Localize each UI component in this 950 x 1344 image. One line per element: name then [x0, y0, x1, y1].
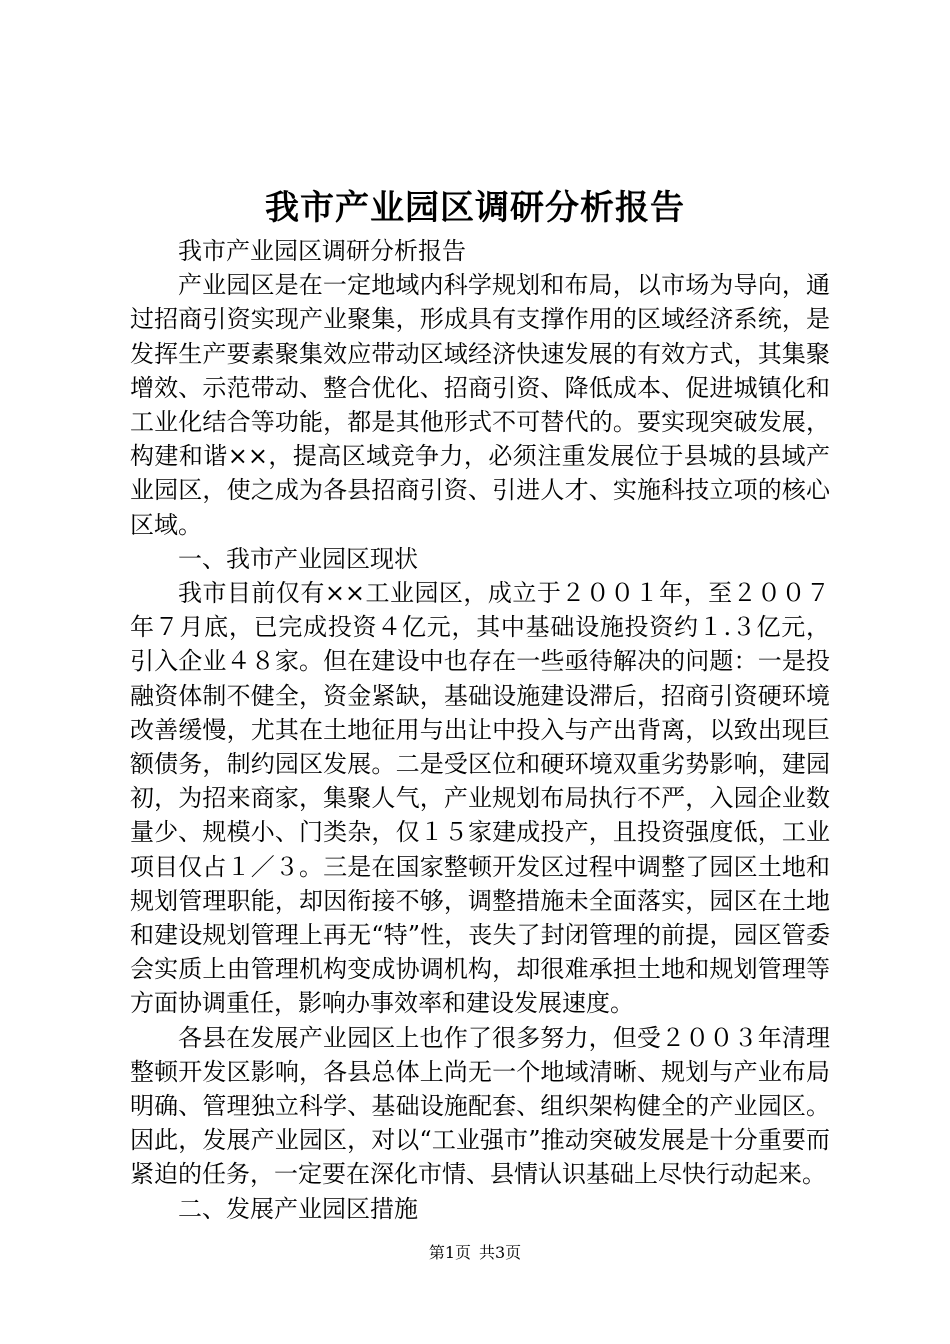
counties-paragraph: 各县在发展产业园区上也作了很多努力，但受２００３年清理整顿开发区影响，各县总体上尚无一个地域清晰、规划与产业布局明确、管理独立科学、基础设施配套、组织架构健全的产业园区。因此，发展产业园区，对以“工业强市”推动突破发展是十分重要而紧迫的任务，一定要在深化市情、县情认识基础上尽快行动起来。: [130, 1023, 830, 1189]
page-number: 第1页: [428, 1243, 471, 1262]
page-total: 共3页: [479, 1243, 522, 1262]
intro-paragraph: 产业园区是在一定地域内科学规划和布局，以市场为导向，通过招商引资实现产业聚集，形成具有支撑作用的区域经济系统，是发挥生产要素聚集效应带动区域经济快速发展的有效方式，其集聚增效、示范带动、整合优化、招商引资、降低成本、促进城镇化和工业化结合等功能，都是其他形式不可替代的。要实现突破发展，构建和谐××，提高区域竞争力，必须注重发展位于县城的县域产业园区，使之成为各县招商引资、引进人才、实施科技立项的核心区域。: [130, 271, 830, 539]
status-paragraph: 我市目前仅有××工业园区，成立于２００１年，至２００７年７月底，已完成投资４亿元，其中基础设施投资约１.３亿元，引入企业４８家。但在建设中也存在一些亟待解决的问题：一是投融资体制不健全，资金紧缺，基础设施建设滞后，招商引资硬环境改善缓慢，尤其在土地征用与出让中投入与产出背离，以致出现巨额债务，制约园区发展。二是受区位和硬环境双重劣势影响，建园初，为招来商家，集聚人气，产业规划布局执行不严，入园企业数量少、规模小、门类杂，仅１５家建成投产，且投资强度低，工业项目仅占１／３。三是在国家整顿开发区过程中调整了园区土地和规划管理职能，却因衔接不够，调整措施未全面落实，园区在土地和建设规划管理上再无“特”性，丧失了封闭管理的前提，园区管委会实质上由管理机构变成协调机构，却很难承担土地和规划管理等方面协调重任，影响办事效率和建设发展速度。: [130, 579, 830, 1018]
subtitle-paragraph: 我市产业园区调研分析报告: [178, 237, 466, 265]
section-heading-measures: 二、发展产业园区措施: [178, 1194, 418, 1223]
section-heading-status: 一、我市产业园区现状: [178, 544, 418, 573]
document-title: 我市产业园区调研分析报告: [265, 188, 685, 228]
page-footer: [0, 1242, 950, 1264]
document-body: [130, 234, 830, 1226]
